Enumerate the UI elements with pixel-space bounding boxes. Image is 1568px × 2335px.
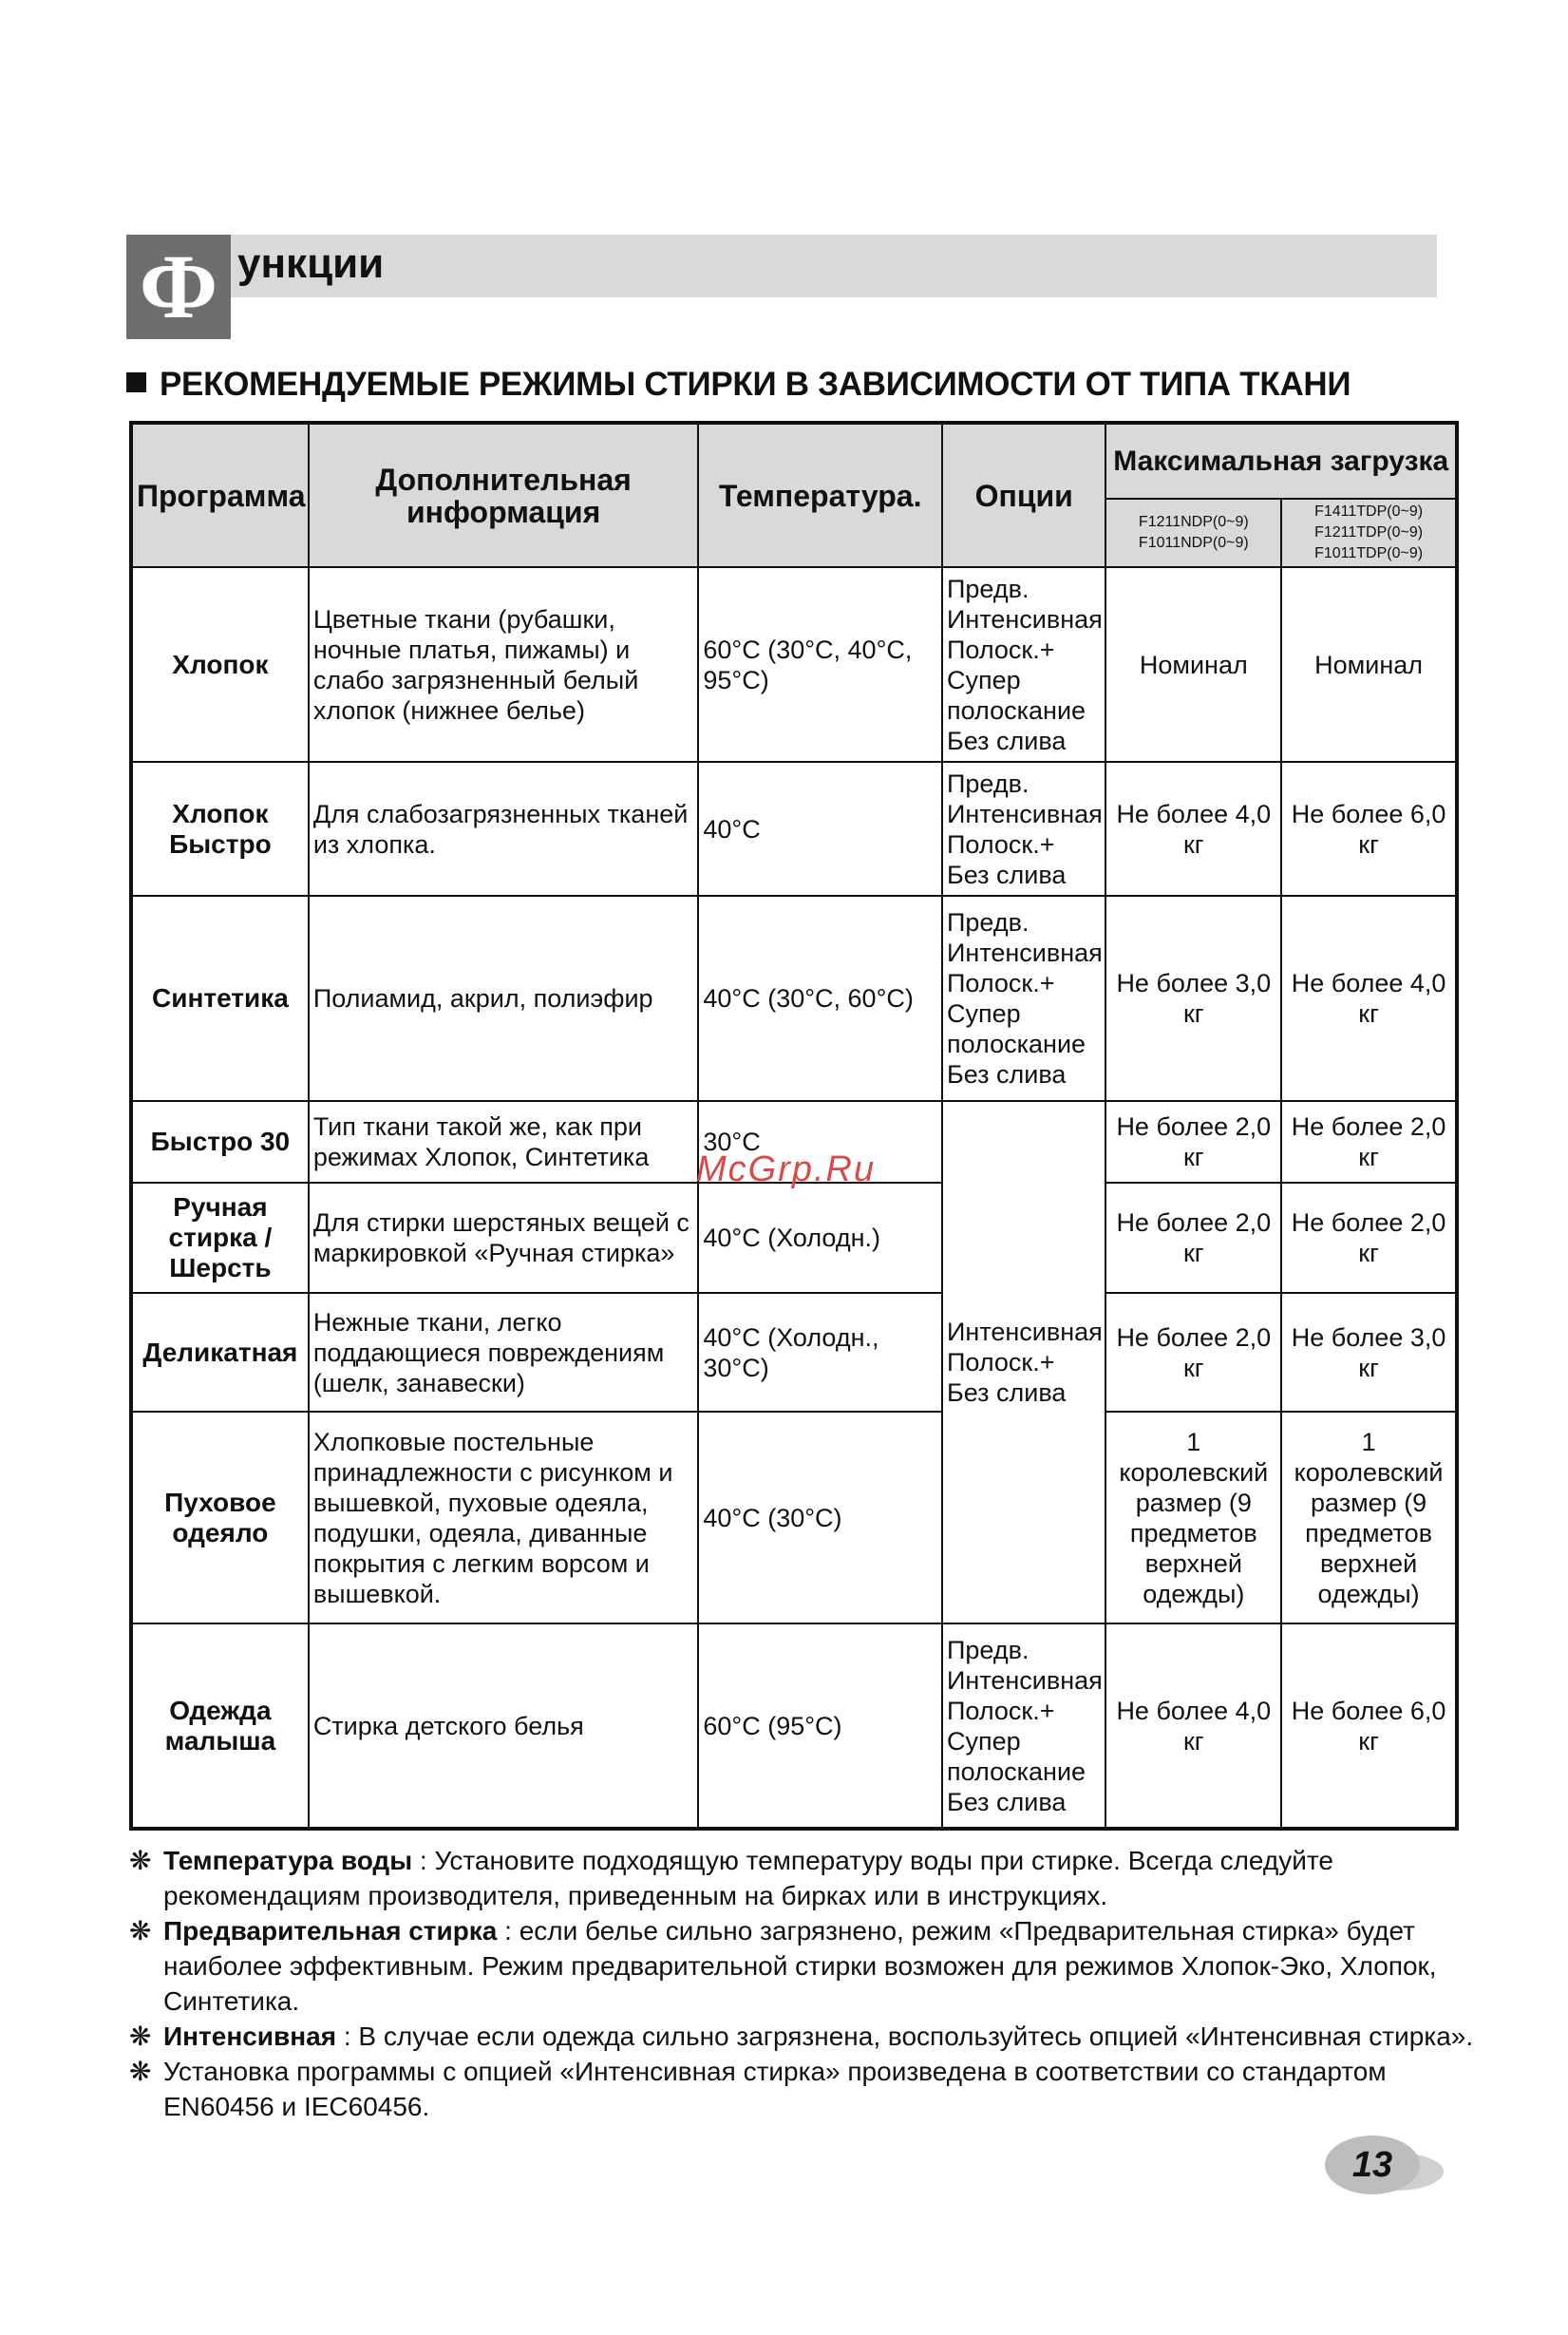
option-item: Без слива <box>947 860 1067 889</box>
load-model-a: Не более 2,0 кг <box>1105 1183 1281 1293</box>
option-item: Предв. <box>947 908 1030 937</box>
option-item: Супер <box>947 999 1021 1028</box>
program-temperature: 40°C (30°C) <box>698 1412 942 1623</box>
program-info: Стирка детского белья <box>309 1623 699 1829</box>
table-row <box>131 762 1457 896</box>
table-row <box>131 896 1457 1101</box>
program-info: Тип ткани такой же, как при режимах Хлопок, Синтетика <box>309 1101 699 1183</box>
option-item: полоскание <box>947 1756 1086 1786</box>
option-item: Супер <box>947 1726 1021 1756</box>
page-title: ункции <box>237 240 385 287</box>
load-model-a: Не более 4,0 кг <box>1105 762 1281 896</box>
table-row <box>131 1183 1457 1293</box>
program-info: Для слабозагрязненных тканей из хлопка. <box>309 762 699 896</box>
option-item: Без слива <box>947 726 1067 755</box>
table-row <box>131 1623 1457 1829</box>
option-item: Полоск.+ <box>947 635 1055 664</box>
program-temperature: 40°C (Холодн.) <box>698 1183 942 1293</box>
load-model-b: Не более 6,0 кг <box>1281 762 1457 896</box>
header-model-group-b <box>1281 499 1457 567</box>
load-model-b: Не более 3,0 кг <box>1281 1293 1457 1412</box>
option-item: Без слива <box>947 1787 1067 1816</box>
load-model-b: Не более 2,0 кг <box>1281 1101 1457 1183</box>
footnote-text: : Установите подходящую температуру воды при стирке. Всегда следуйте рекомендациям производителя, приведенным на бирках или в инструкциях. <box>163 1846 1333 1910</box>
load-model-b: 1 королевский размер (9 предметов верхней одежды) <box>1281 1412 1457 1623</box>
load-model-b: Не более 6,0 кг <box>1281 1623 1457 1829</box>
program-name: Одежда малыша <box>131 1623 309 1829</box>
model-b-1: F1411TDP(0~9) <box>1314 503 1424 520</box>
option-item: Предв. <box>947 769 1030 798</box>
program-info: Хлопковые постельные принадлежности с рисунком и вышевкой, пуховые одеяла, подушки, одеяла, диванные покрытия с легким ворсом и вышевкой. <box>309 1412 699 1623</box>
program-name: Синтетика <box>131 896 309 1101</box>
load-model-a: Не более 3,0 кг <box>1105 896 1281 1101</box>
footnote <box>129 1913 1478 2019</box>
footnote-text: : если белье сильно загрязнено, режим «Предварительная стирка» будет наиболее эффективным. Режим предварительной стирки возможен для режимов Хлопок-Эко, Хлопок, Синтетика. <box>163 1916 1437 2016</box>
option-item: Полоск.+ <box>947 969 1055 997</box>
section-title-text: РЕКОМЕНДУЕМЫЕ РЕЖИМЫ СТИРКИ В ЗАВИСИМОСТИ ОТ ТИПА ТКАНИ <box>160 366 1351 403</box>
load-model-a: Номинал <box>1105 567 1281 762</box>
option-item: Супер <box>947 665 1021 694</box>
footnote-term: Температура воды <box>163 1846 413 1875</box>
option-item: полоскание <box>947 695 1086 725</box>
model-b-2: F1211TDP(0~9) <box>1314 524 1424 541</box>
load-model-b: Номинал <box>1281 567 1457 762</box>
program-temperature: 40°C (Холодн., 30°C) <box>698 1293 942 1412</box>
header-options: Опции <box>942 423 1105 567</box>
program-options <box>942 1623 1105 1829</box>
program-name: Хлопок <box>131 567 309 762</box>
load-model-b: Не более 2,0 кг <box>1281 1183 1457 1293</box>
square-bullet-icon <box>126 372 146 392</box>
asterisk-icon: ❋ <box>129 2057 152 2086</box>
option-item: Интенсивная <box>947 939 1103 967</box>
model-a-1: F1211NDP(0~9) <box>1138 514 1249 530</box>
footnote-text: : В случае если одежда сильно загрязнена, воспользуйтесь опцией «Интенсивная стирка». <box>336 2022 1474 2051</box>
load-model-b: Не более 4,0 кг <box>1281 896 1457 1101</box>
watermark: McGrp.Ru <box>696 1149 877 1189</box>
option-item: Интенсивная <box>947 1665 1103 1695</box>
option-item: полоскание <box>947 1030 1086 1058</box>
program-info: Цветные ткани (рубашки, ночные платья, пижамы) и слабо загрязненный белый хлопок (нижнее белье) <box>309 567 699 762</box>
footnote <box>129 1843 1478 1913</box>
option-item: Интенсивная <box>947 1318 1103 1346</box>
program-info: Полиамид, акрил, полиэфир <box>309 896 699 1101</box>
header-model-group-a <box>1105 499 1281 567</box>
load-model-a: 1 королевский размер (9 предметов верхней одежды) <box>1105 1412 1281 1623</box>
model-b-3: F1011TDP(0~9) <box>1314 545 1424 561</box>
option-item: Интенсивная <box>947 604 1103 634</box>
program-info: Для стирки шерстяных вещей с маркировкой «Ручная стирка» <box>309 1183 699 1293</box>
load-model-a: Не более 2,0 кг <box>1105 1293 1281 1412</box>
table-row <box>131 567 1457 762</box>
option-item: Полоск.+ <box>947 1348 1055 1376</box>
asterisk-icon: ❋ <box>129 1916 152 1946</box>
footnote <box>129 2019 1478 2054</box>
option-item: Без слива <box>947 1060 1067 1089</box>
option-item: Интенсивная <box>947 799 1103 828</box>
option-item: Полоск.+ <box>947 1696 1055 1725</box>
program-options <box>942 567 1105 762</box>
footnote-term: Интенсивная <box>163 2022 337 2051</box>
option-item: Предв. <box>947 1635 1030 1664</box>
footnote-term: Предварительная стирка <box>163 1916 498 1946</box>
option-item: Полоск.+ <box>947 829 1055 859</box>
model-a-2: F1011NDP(0~9) <box>1138 535 1249 551</box>
program-name: Хлопок Быстро <box>131 762 309 896</box>
program-name: Ручная стирка / Шерсть <box>131 1183 309 1293</box>
program-temperature: 40°C (30°C, 60°C) <box>698 896 942 1101</box>
header-info: Дополнительная информация <box>309 423 699 567</box>
header-temperature: Температура. <box>698 423 942 567</box>
shared-program-options <box>942 1101 1105 1623</box>
program-name: Деликатная <box>131 1293 309 1412</box>
header-max-load: Максимальная загрузка <box>1105 423 1457 499</box>
program-temperature: 30°C <box>698 1101 942 1183</box>
header-program: Программа <box>131 423 309 567</box>
program-info: Нежные ткани, легко поддающиеся повреждениям (шелк, занавески) <box>309 1293 699 1412</box>
section-title <box>126 364 1351 406</box>
header-initial-letter: Ф <box>126 235 231 339</box>
program-temperature: 60°C (95°C) <box>698 1623 942 1829</box>
program-name: Быстро 30 <box>131 1101 309 1183</box>
program-name: Пуховое одеяло <box>131 1412 309 1623</box>
footnotes <box>129 1843 1478 2124</box>
footnote-text: Установка программы с опцией «Интенсивная стирка» произведена в соответствии со стандартом EN60456 и IEC60456. <box>163 2057 1387 2121</box>
option-item: Без слива <box>947 1378 1067 1407</box>
page-number: 13 <box>1325 2136 1420 2194</box>
asterisk-icon: ❋ <box>129 2022 152 2051</box>
load-model-a: Не более 2,0 кг <box>1105 1101 1281 1183</box>
program-temperature: 60°C (30°C, 40°C, 95°C) <box>698 567 942 762</box>
footnote <box>129 2054 1478 2124</box>
option-item: Предв. <box>947 574 1030 603</box>
table-row <box>131 1412 1457 1623</box>
asterisk-icon: ❋ <box>129 1846 152 1875</box>
program-options <box>942 762 1105 896</box>
program-options <box>942 896 1105 1101</box>
load-model-a: Не более 4,0 кг <box>1105 1623 1281 1829</box>
table-row <box>131 1293 1457 1412</box>
program-temperature: 40°C <box>698 762 942 896</box>
wash-programs-table <box>129 421 1459 1831</box>
